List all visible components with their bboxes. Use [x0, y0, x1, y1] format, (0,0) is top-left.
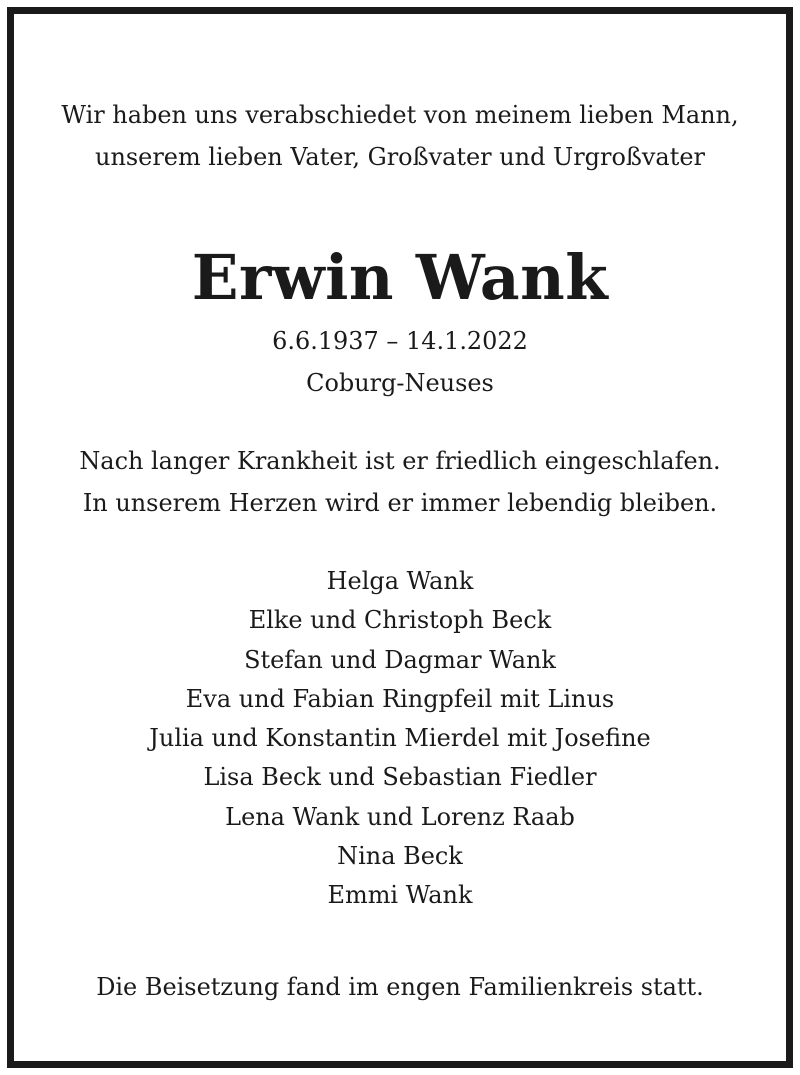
intro-line-2: unserem lieben Vater, Großvater und Urgroßvater	[95, 143, 705, 171]
intro-text	[14, 94, 786, 178]
message-text	[14, 440, 786, 524]
mourner-name: Julia und Konstantin Mierdel mit Josefine	[149, 724, 651, 753]
mourner-name: Lena Wank und Lorenz Raab	[225, 802, 575, 831]
message-line-1: Nach langer Krankheit ist er friedlich eingeschlafen.	[79, 447, 721, 475]
mourner-name: Helga Wank	[326, 567, 474, 595]
mourner-name: Nina Beck	[337, 842, 463, 871]
mourner-name: Lisa Beck und Sebastian Fiedler	[203, 763, 597, 792]
mourner-name: Eva und Fabian Ringpfeil mit Linus	[185, 684, 615, 713]
mourners-list	[14, 562, 786, 916]
mourner-name: Elke und Christoph Beck	[248, 606, 552, 635]
closing-note: Die Beisetzung fand im engen Familienkreis statt.	[96, 973, 704, 1001]
intro-line-1: Wir haben uns verabschiedet von meinem lieben Mann,	[61, 101, 739, 129]
mourner-name: Emmi Wank	[327, 881, 473, 910]
message-line-2: In unserem Herzen wird er immer lebendig bleiben.	[82, 489, 718, 517]
life-dates: 6.6.1937 – 14.1.2022	[272, 327, 528, 355]
obituary-frame	[7, 7, 793, 1068]
deceased-name: Erwin Wank	[191, 242, 609, 314]
mourner-name: Stefan und Dagmar Wank	[244, 645, 556, 674]
deceased-info	[14, 320, 786, 404]
place: Coburg-Neuses	[306, 369, 494, 397]
